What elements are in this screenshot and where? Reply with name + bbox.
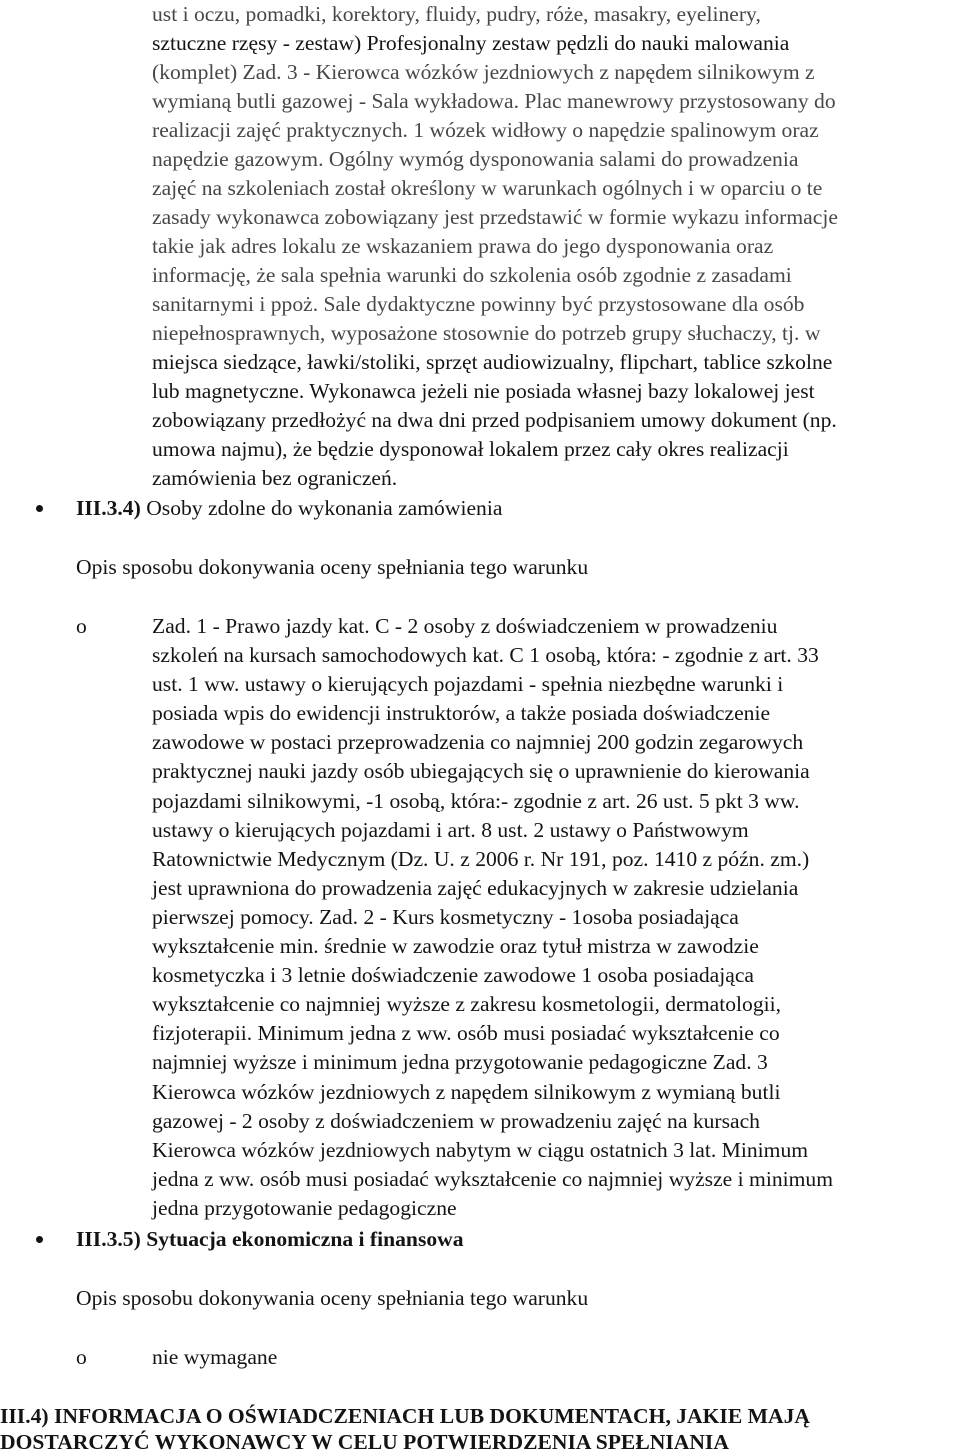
- intro-line: takie jak adres lokalu ze wskazaniem prawa do jego dysponowania oraz: [152, 234, 774, 258]
- item-line: zawodowe w postaci przeprowadzenia co najmniej 200 godzin zegarowych: [152, 730, 804, 755]
- intro-line: (komplet) Zad. 3 - Kierowca wózków jezdniowych z napędem silnikowym z: [152, 60, 815, 84]
- item-line: fizjoterapii. Minimum jedna z ww. osób musi posiadać wykształcenie co: [152, 1021, 780, 1046]
- item-line: wykształcenie co najmniej wyższe z zakresu kosmetologii, dermatologii,: [152, 992, 782, 1017]
- item-line: posiada wpis do ewidencji instruktorów, a także posiada doświadczenie: [152, 701, 771, 726]
- intro-line: realizacji zajęć praktycznych. 1 wózek widłowy o napędzie spalinowym oraz: [152, 118, 819, 142]
- intro-line: zobowiązany przedłożyć na dwa dni przed podpisaniem umowy dokument (np.: [152, 408, 837, 432]
- intro-line: sanitarnymi i ppoż. Sale dydaktyczne powinny być przystosowane dla osób: [152, 292, 805, 316]
- intro-line: wymianą butli gazowej - Sala wykładowa. Plac manewrowy przystosowany do: [152, 89, 836, 113]
- intro-line: sztuczne rzęsy - zestaw) Profesjonalny zestaw pędzli do nauki malowania: [152, 31, 790, 55]
- bullet-icon: [36, 505, 43, 512]
- caps-line: III.4) INFORMACJA O OŚWIADCZENIACH LUB DOKUMENTACH, JAKIE MAJĄ: [0, 1404, 811, 1428]
- circle-bullet-icon: o: [76, 614, 87, 638]
- section-heading-4: [0, 1403, 960, 1455]
- requirements-list-item: [152, 612, 960, 1223]
- intro-line: informację, że sala spełnia warunki do szkolenia osób zgodnie z zasadami: [152, 263, 792, 287]
- item-line: pierwszej pomocy. Zad. 2 - Kurs kosmetyczny - 1osoba posiadająca: [152, 904, 739, 929]
- item-line: jedna przygotowanie pedagogiczne: [152, 1195, 457, 1220]
- section-title: Osoby zdolne do wykonania zamówienia: [146, 496, 503, 520]
- intro-line: napędzie gazowym. Ogólny wymóg dysponowania salami do prowadzenia: [152, 147, 799, 171]
- section-heading-3-5: [76, 1225, 464, 1254]
- item-line: pojazdami silnikowymi, -1 osobą, która:- zgodnie z art. 26 ust. 5 pkt 3 ww.: [152, 788, 800, 813]
- item-line: Kierowca wózków jezdniowych nabytym w ciągu ostatnich 3 lat. Minimum: [152, 1137, 809, 1162]
- section-heading-3-4: [76, 494, 502, 523]
- item-line: ustawy o kierujących pojazdami i art. 8 ust. 2 ustawy o Państwowym: [152, 817, 749, 842]
- intro-paragraph: [152, 0, 960, 493]
- item-line: praktycznej nauki jazdy osób ubiegających się o uprawnienie do kierowania: [152, 759, 810, 784]
- caps-line: DOSTARCZYĆ WYKONAWCY W CELU POTWIERDZENIA SPEŁNIANIA: [0, 1430, 729, 1454]
- intro-line: lub magnetyczne. Wykonawca jeżeli nie posiada własnej bazy lokalowej jest: [152, 379, 815, 403]
- intro-line: zajęć na szkoleniach został określony w warunkach ogólnych i w oparciu o te: [152, 176, 823, 200]
- item-line: jest uprawniona do prowadzenia zajęć edukacyjnych w zakresie udzielania: [152, 875, 799, 900]
- item-line: najmniej wyższe i minimum jedna przygotowanie pedagogiczne Zad. 3: [152, 1050, 768, 1075]
- section-number: III.3.5): [76, 1227, 141, 1251]
- item-line: jedna z ww. osób musi posiadać wykształcenie co najmniej wyższe i minimum: [152, 1166, 834, 1191]
- circle-bullet-icon: o: [76, 1345, 87, 1369]
- item-line: wykształcenie min. średnie w zawodzie oraz tytuł mistrza w zawodzie: [152, 934, 759, 959]
- bullet-icon: [36, 1236, 43, 1243]
- section-number: III.3.4): [76, 496, 141, 520]
- intro-line: umowa najmu), że będzie dysponował lokalem przez cały okres realizacji: [152, 437, 789, 461]
- item-line: szkoleń na kursach samochodowych kat. C 1 osobą, która: - zgodnie z art. 33: [152, 643, 819, 668]
- subheading-3-5: Opis sposobu dokonywania oceny spełniania tego warunku: [76, 1286, 589, 1310]
- item-line: kosmetyczka i 3 letnie doświadczenie zawodowe 1 osoba posiadająca: [152, 963, 754, 988]
- item-line: Kierowca wózków jezdniowych z napędem silnikowym z wymianą butli: [152, 1079, 781, 1104]
- item-line: ust. 1 ww. ustawy o kierujących pojazdami - spełnia niezbędne warunki i: [152, 672, 784, 697]
- item-line: Zad. 1 - Prawo jazdy kat. C - 2 osoby z doświadczeniem w prowadzeniu: [152, 614, 778, 638]
- intro-line: miejsca siedzące, ławki/stoliki, sprzęt audiowizualny, flipchart, tablice szkolne: [152, 350, 833, 374]
- intro-line: zamówienia bez ograniczeń.: [152, 466, 398, 490]
- item-line: Ratownictwie Medycznym (Dz. U. z 2006 r. Nr 191, poz. 1410 z późn. zm.): [152, 846, 810, 871]
- item-line: gazowej - 2 osoby z doświadczeniem w prowadzeniu zajęć na kursach: [152, 1108, 760, 1133]
- intro-line: niepełnosprawnych, wyposażone stosownie do potrzeb grupy słuchaczy, tj. w: [152, 321, 821, 345]
- section-title: Sytuacja ekonomiczna i finansowa: [146, 1227, 464, 1251]
- not-required-item: nie wymagane: [152, 1345, 278, 1369]
- intro-line: zasady wykonawca zobowiązany jest przedstawić w formie wykazu informacje: [152, 205, 838, 229]
- intro-line: ust i oczu, pomadki, korektory, fluidy, pudry, róże, masakry, eyelinery,: [152, 2, 761, 26]
- subheading-3-4: Opis sposobu dokonywania oceny spełniania tego warunku: [76, 555, 589, 579]
